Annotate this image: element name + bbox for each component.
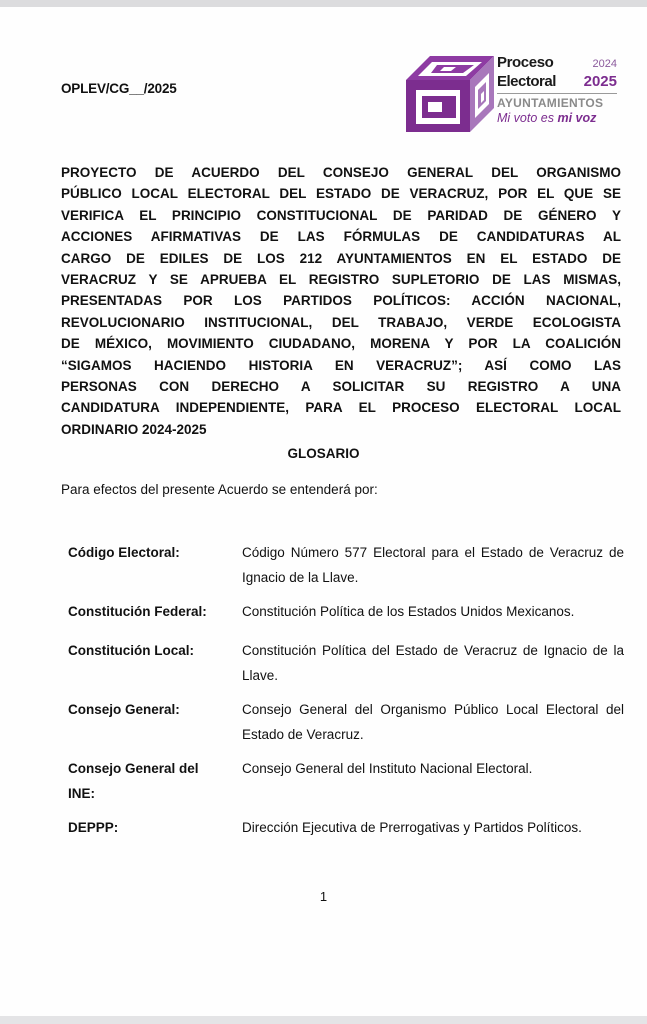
title-line: VERIFICA EL PRINCIPIO CONSTITUCIONAL DE PARIDAD DE GÉNERO Y [61,207,621,223]
logo-year-start: 2024 [592,58,617,70]
title-line: PROYECTO DE ACUERDO DEL CONSEJO GENERAL DEL ORGANISMO [61,165,621,180]
title-line: PÚBLICO LOCAL ELECTORAL DEL ESTADO DE VERACRUZ, POR EL QUE SE [61,186,621,202]
glossary-entry [68,756,624,806]
cube-logo-icon [404,54,494,134]
glossary-intro: Para efectos del presente Acuerdo se entenderá por: [61,482,378,497]
logo-electoral: Electoral [497,73,556,90]
title-line: DE MÉXICO, MOVIMIENTO CIUDADANO, MORENA Y POR LA COALICIÓN [61,336,621,352]
title-line: CARGO DE EDILES DE LOS 212 AYUNTAMIENTOS EN EL ESTADO DE [61,250,621,266]
logo-subtitle: AYUNTAMIENTOS [497,96,604,110]
logo-text [497,54,617,125]
document-id: OPLEV/CG__/2025 [61,81,177,96]
glossary-term: Constitución Local: [68,643,194,658]
glossary-definition: Código Número 577 Electoral para el Estado de Veracruz de Ignacio de la Llave. [242,545,624,585]
glossary-term: DEPPP: [68,820,119,835]
title-line: PRESENTADAS POR LOS PARTIDOS POLÍTICOS: ACCIÓN NACIONAL, [61,293,621,309]
glossary-entry [68,697,624,747]
glossary-term: Consejo General: [68,702,180,717]
glossary-term: Consejo General del INE: [68,761,199,801]
glossary-entry [68,638,624,688]
glossary-heading: GLOSARIO [287,446,360,461]
glossary-term: Código Electoral: [68,545,180,560]
document-title [61,162,621,440]
title-line: ACCIONES AFIRMATIVAS DE LAS FÓRMULAS DE CANDIDATURAS AL [61,229,621,245]
title-line: “SIGAMOS HACIENDO HISTORIA EN VERACRUZ”; ASÍ COMO LAS [61,357,621,373]
glossary-term: Constitución Federal: [68,604,207,619]
bottom-edge [0,1016,647,1024]
glossary-entry [68,599,624,624]
logo-slogan-prefix: Mi voto es [497,111,554,125]
title-line: ORDINARIO 2024-2025 [61,421,207,437]
top-edge [0,0,647,7]
glossary-entry [68,540,624,590]
title-line: REVOLUCIONARIO INSTITUCIONAL, DEL TRABAJO, VERDE ECOLOGISTA [61,314,621,330]
logo-slogan [497,111,617,125]
glossary-definition: Constitución Política del Estado de Veracruz de Ignacio de la Llave. [242,643,624,683]
page-number: 1 [319,889,328,904]
glossary-definition: Consejo General del Instituto Nacional Electoral. [242,761,533,776]
glossary-definition: Constitución Política de los Estados Unidos Mexicanos. [242,604,575,619]
logo-divider [497,93,617,94]
logo-year-end: 2025 [583,73,617,90]
glossary-list [68,540,624,849]
title-line: PERSONAS CON DERECHO A SOLICITAR SU REGISTRO A UNA [61,379,621,395]
glossary-entry [68,815,624,840]
document-page [0,7,647,1016]
glossary-definition: Dirección Ejecutiva de Prerrogativas y Partidos Políticos. [242,820,582,835]
logo-proceso: Proceso [497,54,554,71]
proceso-electoral-logo [404,54,616,134]
glossary-definition: Consejo General del Organismo Público Local Electoral del Estado de Veracruz. [242,702,624,742]
title-line: CANDIDATURA INDEPENDIENTE, PARA EL PROCESO ELECTORAL LOCAL [61,400,621,416]
title-line: VERACRUZ Y SE APRUEBA EL REGISTRO SUPLETORIO DE LAS MISMAS, [61,272,621,288]
logo-slogan-bold: mi voz [557,111,597,125]
